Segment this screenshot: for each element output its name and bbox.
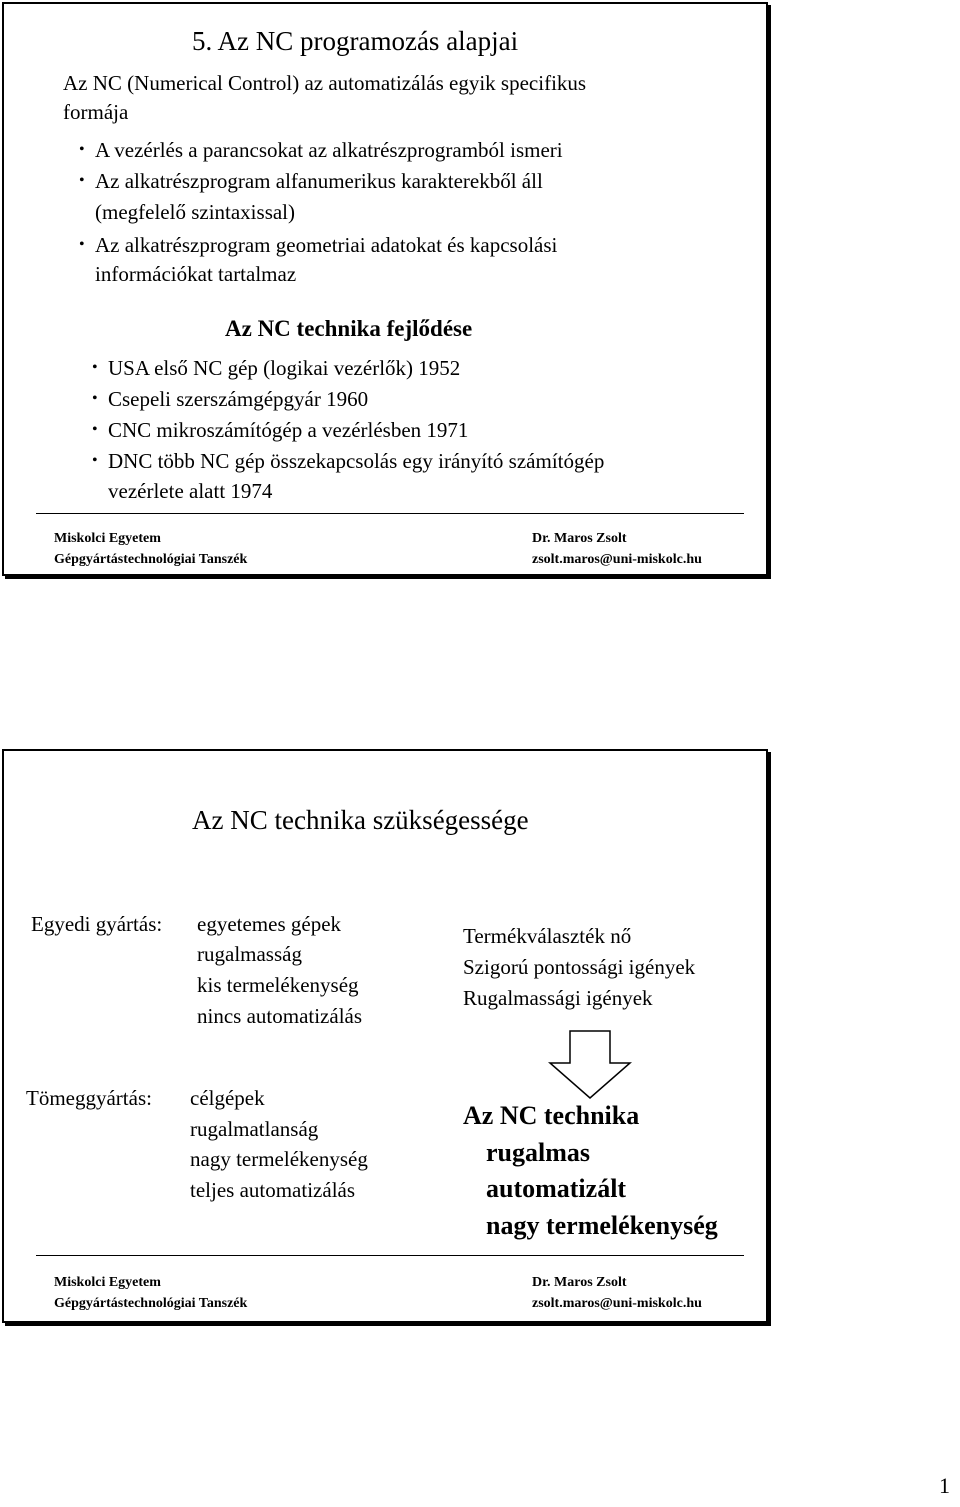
history-item: DNC több NC gép összekapcsolás egy irányító számítógép: [108, 449, 605, 473]
tomeg-item: teljes automatizálás: [190, 1178, 356, 1202]
bullet-icon: •: [79, 141, 85, 158]
bullet-icon: •: [92, 421, 98, 438]
section-subtitle: Az NC technika fejlődése: [225, 316, 473, 341]
footer-email: zsolt.maros@uni-miskolc.hu: [532, 1296, 702, 1311]
egyedi-label: Egyedi gyártás:: [31, 912, 163, 936]
history-item-continuation: vezérlete alatt 1974: [108, 479, 273, 503]
bullet-icon: •: [79, 236, 85, 253]
history-item: CNC mikroszámítógép a vezérlésben 1971: [108, 418, 469, 442]
history-item: Csepeli szerszámgépgyár 1960: [108, 387, 369, 411]
bullet-icon: •: [92, 452, 98, 469]
footer-university: Miskolci Egyetem: [54, 531, 161, 546]
footer-department: Gépgyártástechnológiai Tanszék: [54, 1296, 248, 1311]
slide-1: [2, 2, 768, 576]
footer-department: Gépgyártástechnológiai Tanszék: [54, 552, 248, 567]
demand-item: Termékválaszték nő: [463, 924, 632, 948]
footer-divider: [36, 1255, 744, 1256]
tomeg-item: nagy termelékenység: [190, 1147, 368, 1171]
nc-item: automatizált: [486, 1174, 627, 1203]
down-arrow-icon: [548, 1030, 632, 1100]
intro-line-1: Az NC (Numerical Control) az automatizálás egyik specifikus: [63, 71, 587, 95]
intro-line-2: formája: [63, 100, 129, 124]
bullet-icon: •: [92, 359, 98, 376]
demand-item: Rugalmassági igények: [463, 986, 653, 1010]
bullet-icon: •: [79, 172, 85, 189]
footer-email: zsolt.maros@uni-miskolc.hu: [532, 552, 702, 567]
egyedi-item: nincs automatizálás: [197, 1004, 363, 1028]
bullet-item: Az alkatrészprogram alfanumerikus karakterekből áll: [95, 169, 543, 193]
bullet-item: A vezérlés a parancsokat az alkatrészprogramból ismeri: [95, 138, 563, 162]
footer-divider: [36, 513, 744, 514]
egyedi-item: egyetemes gépek: [197, 912, 342, 936]
slide-2: [2, 749, 768, 1323]
tomeg-item: célgépek: [190, 1086, 265, 1110]
demand-item: Szigorú pontossági igények: [463, 955, 696, 979]
footer-author: Dr. Maros Zsolt: [532, 531, 627, 546]
tomeg-item: rugalmatlanság: [190, 1117, 319, 1141]
slide-title: 5. Az NC programozás alapjai: [192, 26, 519, 56]
slide-title: Az NC technika szükségessége: [192, 805, 529, 835]
tomeg-label: Tömeggyártás:: [26, 1086, 152, 1110]
egyedi-item: kis termelékenység: [197, 973, 359, 997]
bullet-item-continuation: információkat tartalmaz: [95, 262, 297, 286]
page-number: 1: [939, 1473, 950, 1498]
footer-university: Miskolci Egyetem: [54, 1275, 161, 1290]
nc-heading: Az NC technika: [463, 1101, 640, 1130]
nc-item: rugalmas: [486, 1138, 590, 1167]
bullet-item-continuation: (megfelelő szintaxissal): [95, 200, 296, 224]
bullet-icon: •: [92, 390, 98, 407]
egyedi-item: rugalmasság: [197, 942, 302, 966]
nc-item: nagy termelékenység: [486, 1211, 718, 1240]
history-item: USA első NC gép (logikai vezérlők) 1952: [108, 356, 461, 380]
bullet-item: Az alkatrészprogram geometriai adatokat és kapcsolási: [95, 233, 558, 257]
footer-author: Dr. Maros Zsolt: [532, 1275, 627, 1290]
